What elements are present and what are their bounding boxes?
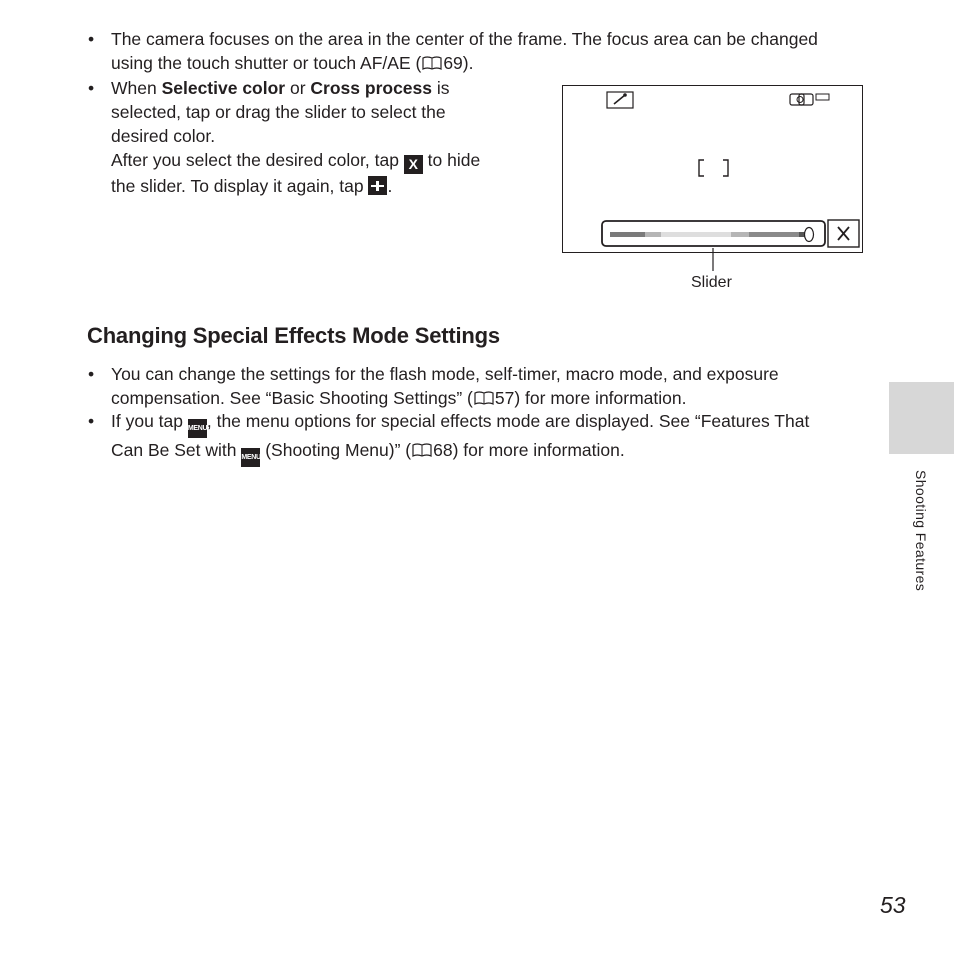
text-fragment: the slider. To display it again, tap xyxy=(111,176,369,196)
book-reference-icon xyxy=(474,391,494,405)
bullet-text-menu xyxy=(111,409,809,467)
text-line: selected, tap or drag the slider to select the xyxy=(111,102,446,122)
text-fragment: to hide xyxy=(422,150,481,170)
page-ref: 69 xyxy=(443,53,463,73)
text-fragment: (Shooting Menu)” ( xyxy=(260,440,412,460)
page-ref: 68 xyxy=(433,440,453,460)
text-line: using the touch shutter or touch AF/AE ( xyxy=(111,53,422,73)
slider-callout-label: Slider xyxy=(691,274,732,291)
text-fragment: or xyxy=(285,78,311,98)
text-fragment: ) for more information. xyxy=(452,440,625,460)
menu-box-icon: MENU xyxy=(188,419,207,438)
cross-process-term: Cross process xyxy=(310,78,433,98)
text-fragment: Can Be Set with xyxy=(111,440,242,460)
text-fragment: When xyxy=(111,78,162,98)
text-fragment: If you tap xyxy=(111,411,188,431)
text-line: You can change the settings for the flash mode, self-timer, macro mode, and exposure xyxy=(111,364,779,384)
chapter-tab xyxy=(889,382,954,454)
text-line: desired color. xyxy=(111,126,216,146)
selective-color-term: Selective color xyxy=(161,78,286,98)
text-fragment: , the menu options for special effects mode are displayed. See “Features That xyxy=(206,411,810,431)
book-reference-icon xyxy=(412,443,432,457)
text-fragment: After you select the desired color, tap xyxy=(111,150,404,170)
text-fragment: ) for more information. xyxy=(514,388,687,408)
menu-box-icon: MENU xyxy=(241,448,260,467)
bullet-marker xyxy=(88,362,94,386)
text-fragment: . xyxy=(387,176,393,196)
bullet-marker xyxy=(88,409,94,433)
text-fragment: ). xyxy=(462,53,474,73)
text-fragment: compensation. See “Basic Shooting Settings” ( xyxy=(111,388,473,408)
bullet-text-settings xyxy=(111,362,779,410)
text-fragment: is xyxy=(432,78,450,98)
text-line: The camera focuses on the area in the center of the frame. The focus area can be changed xyxy=(111,29,818,49)
page-number: 53 xyxy=(880,892,906,918)
chapter-side-label: Shooting Features xyxy=(913,470,929,592)
page-ref: 57 xyxy=(494,388,515,408)
section-heading: Changing Special Effects Mode Settings xyxy=(87,323,500,348)
close-x-box-icon: X xyxy=(404,155,423,174)
